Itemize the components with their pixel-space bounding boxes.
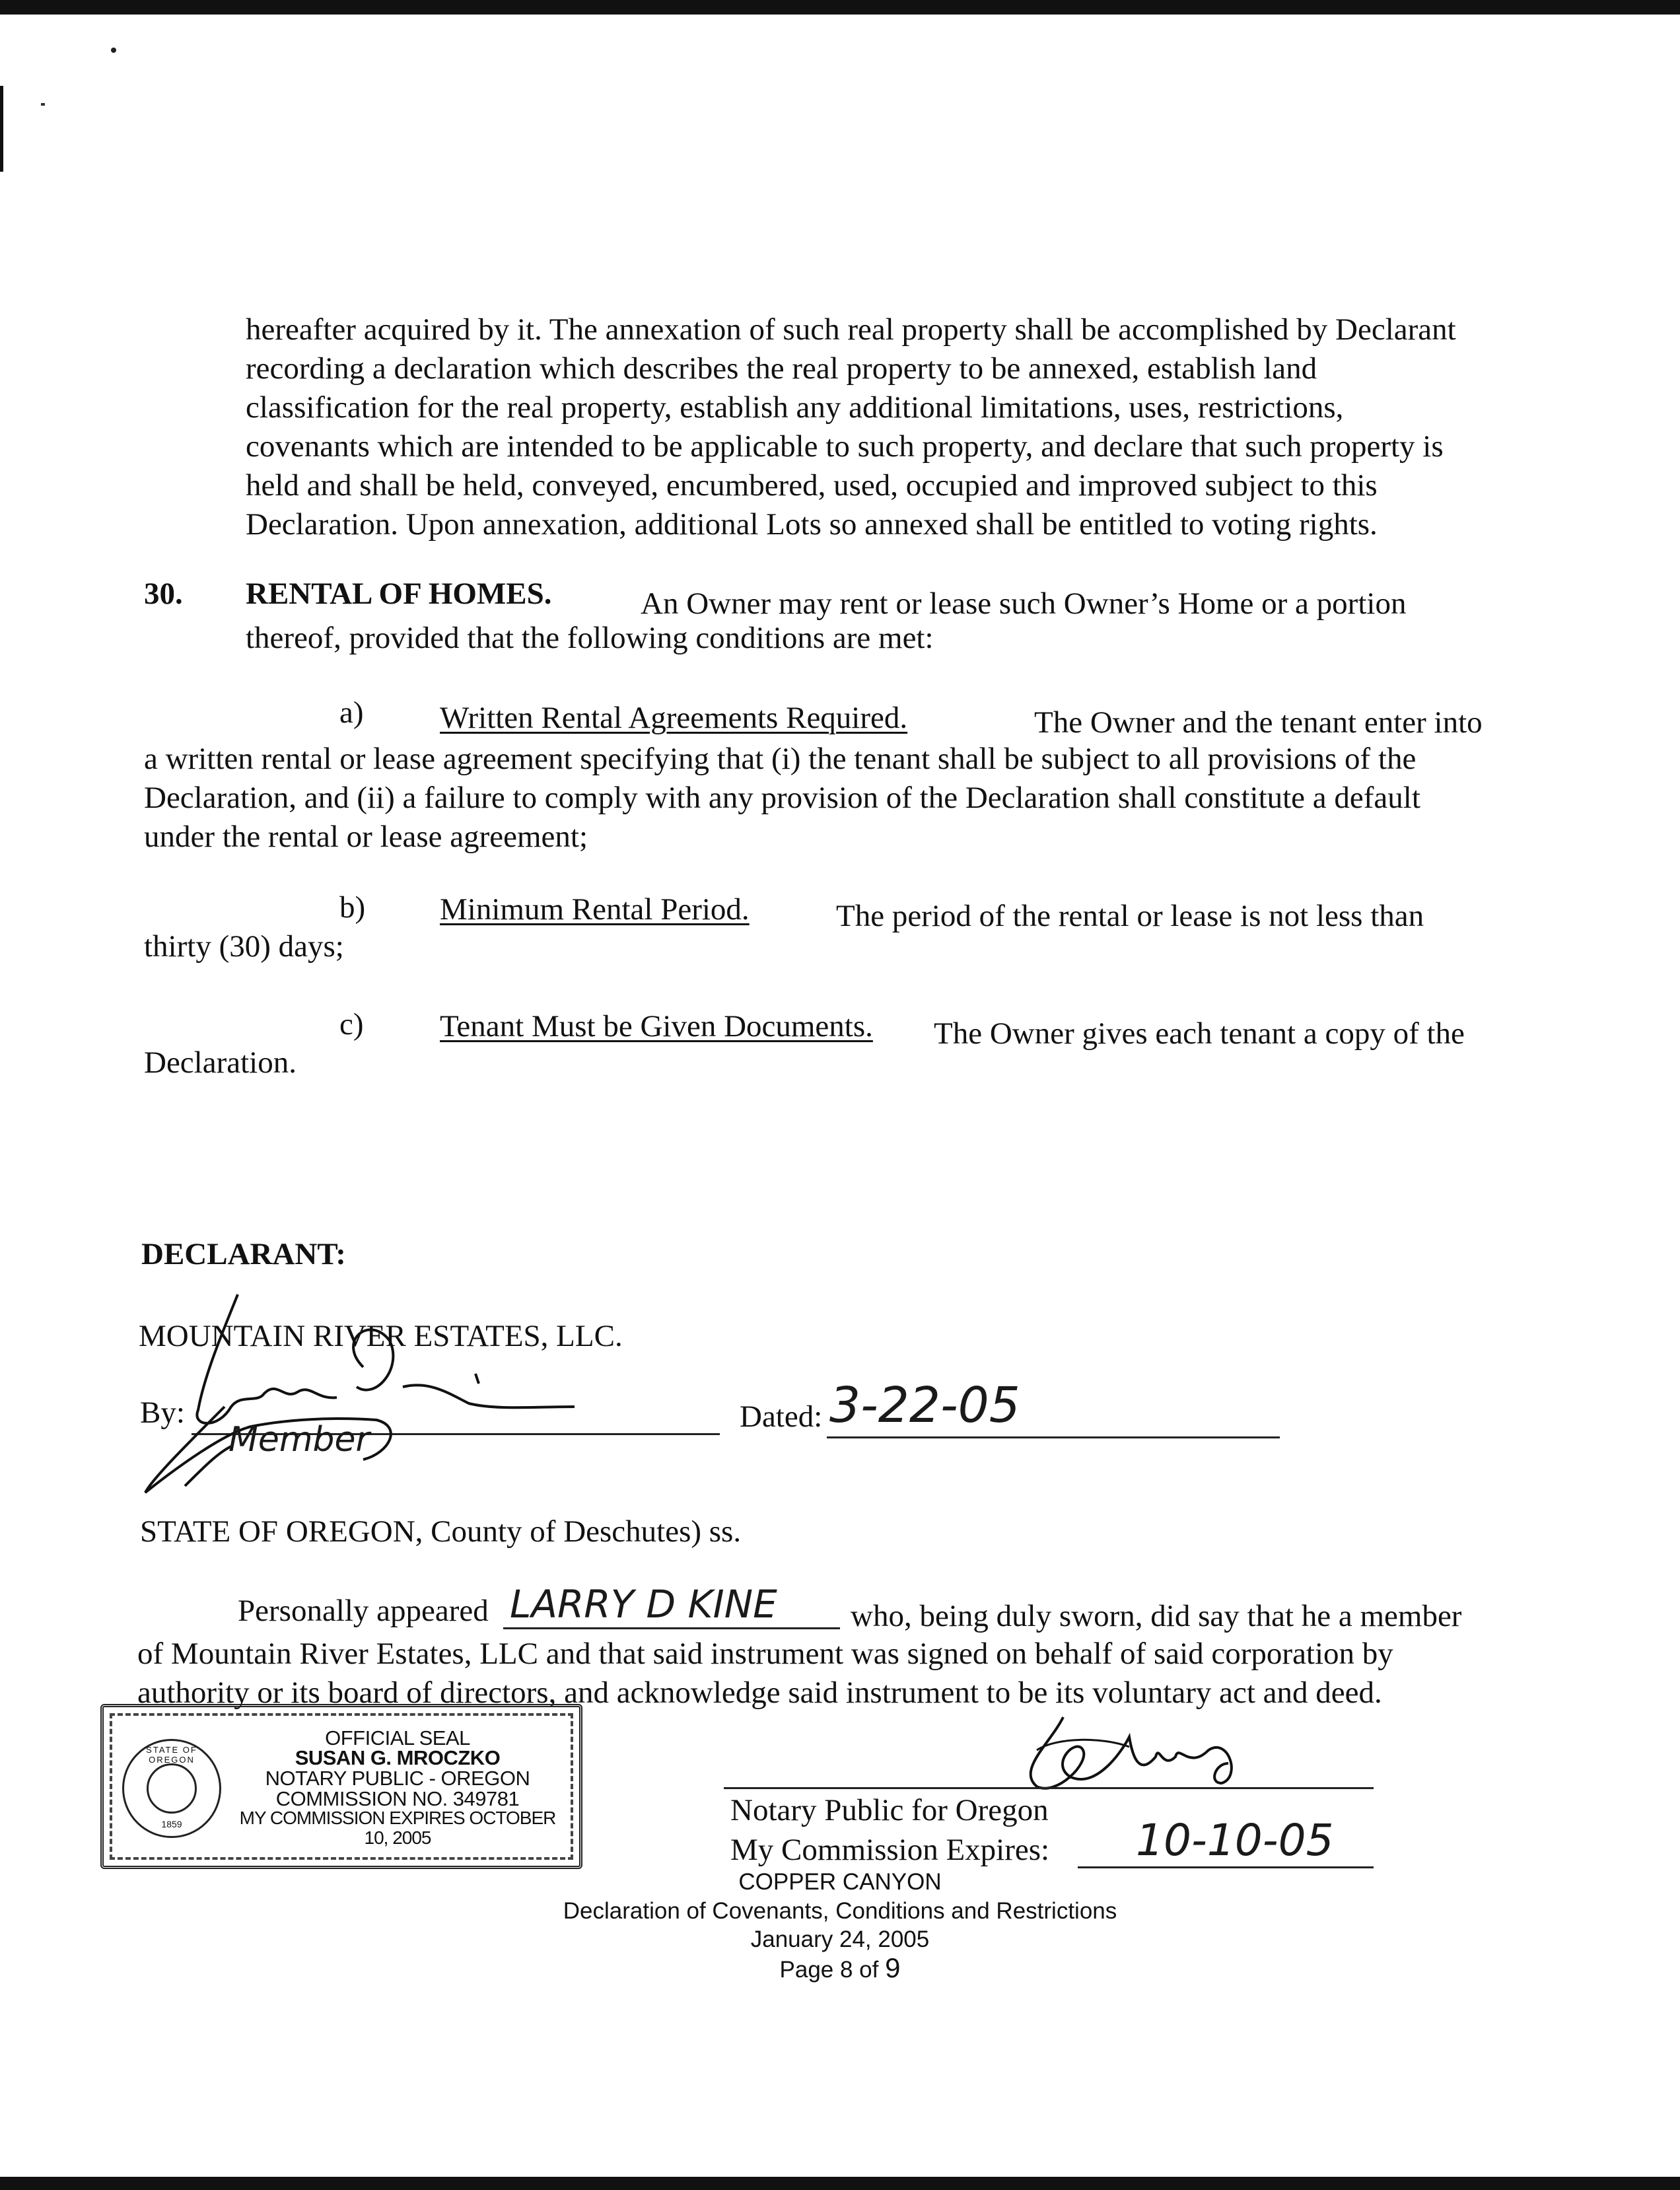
condition-line: thirty (30) days; bbox=[144, 929, 344, 964]
scan-top-edge bbox=[0, 0, 1680, 15]
condition-letter: b) bbox=[339, 890, 366, 925]
footer-date: January 24, 2005 bbox=[750, 1926, 930, 1952]
footer-document-title: Declaration of Covenants, Conditions and Restrictions bbox=[563, 1898, 1117, 1924]
condition-title: Written Rental Agreements Required. bbox=[440, 701, 908, 735]
scan-bottom-edge bbox=[0, 2177, 1680, 2190]
seal-official: OFFICIAL SEAL bbox=[325, 1726, 470, 1749]
state-seal-emblem bbox=[122, 1739, 221, 1838]
paragraph-line: hereafter acquired by it. The annexation of such real property shall be accomplished by Declarant bbox=[246, 312, 1456, 347]
appeared-suffix: who, being duly sworn, did say that he a member bbox=[851, 1599, 1462, 1633]
appeared-name-line bbox=[503, 1627, 840, 1629]
seal-notary-public: NOTARY PUBLIC - OREGON bbox=[265, 1767, 530, 1790]
footer-project: COPPER CANYON bbox=[738, 1869, 942, 1895]
declarant-label: DECLARANT: bbox=[141, 1237, 346, 1271]
expires-label: My Commission Expires: bbox=[730, 1833, 1050, 1867]
footer-page bbox=[0, 1954, 1680, 1984]
section-intro: thereof, provided that the following conditions are met: bbox=[246, 621, 934, 655]
condition-body bbox=[144, 740, 1420, 857]
condition-title: Minimum Rental Period. bbox=[440, 892, 750, 927]
condition-text: The Owner gives each tenant a copy of the bbox=[934, 1016, 1465, 1051]
condition-line: a written rental or lease agreement specifying that (i) the tenant shall be subject to all provisions of the bbox=[144, 742, 1417, 776]
section-number: 30. bbox=[144, 577, 183, 611]
state-seal-emblem-center bbox=[147, 1763, 197, 1814]
condition-letter: c) bbox=[339, 1007, 364, 1042]
scan-left-mark bbox=[0, 86, 3, 172]
notary-title: Notary Public for Oregon bbox=[730, 1793, 1049, 1827]
section-intro: An Owner may rent or lease such Owner’s Home or a portion bbox=[641, 586, 1407, 621]
appeared-name-handwritten: LARRY D KINE bbox=[510, 1582, 777, 1627]
condition-title: Tenant Must be Given Documents. bbox=[440, 1009, 873, 1043]
paragraph-line: classification for the real property, establish any additional limitations, uses, restrictions, bbox=[246, 390, 1344, 425]
scan-speck bbox=[41, 103, 45, 106]
handwritten-date: 3-22-05 bbox=[829, 1377, 1020, 1434]
appeared-prefix: Personally appeared bbox=[238, 1594, 489, 1628]
condition-letter: a) bbox=[339, 695, 364, 730]
company-name: MOUNTAIN RIVER ESTATES, LLC. bbox=[139, 1319, 623, 1353]
section-heading: RENTAL OF HOMES. bbox=[246, 577, 552, 611]
by-label: By: bbox=[140, 1395, 185, 1430]
condition-text: The period of the rental or lease is not less than bbox=[836, 899, 1424, 933]
notary-signature-line bbox=[724, 1787, 1374, 1789]
scan-speck bbox=[111, 48, 116, 53]
condition-line: Declaration, and (ii) a failure to comply with any provision of the Declaration shall constitute a default bbox=[144, 781, 1420, 815]
notary-signature bbox=[997, 1711, 1275, 1796]
dated-label: Dated: bbox=[740, 1399, 823, 1434]
seal-notary-name: SUSAN G. MROCZKO bbox=[295, 1746, 501, 1769]
notary-venue: STATE OF OREGON, County of Deschutes) ss. bbox=[140, 1514, 742, 1549]
seal-commission-number: COMMISSION NO. 349781 bbox=[275, 1787, 520, 1810]
notary-seal-stamp bbox=[100, 1704, 582, 1869]
emblem-year: 1859 bbox=[161, 1819, 182, 1829]
notary-text-line: of Mountain River Estates, LLC and that said instrument was signed on behalf of said corporation by bbox=[137, 1637, 1393, 1671]
paragraph-line: Declaration. Upon annexation, additional Lots so annexed shall be entitled to voting rights. bbox=[246, 507, 1378, 542]
condition-line: under the rental or lease agreement; bbox=[144, 820, 588, 854]
emblem-text: STATE OF OREGON bbox=[146, 1745, 197, 1765]
paragraph-line: held and shall be held, conveyed, encumbered, used, occupied and improved subject to this bbox=[246, 468, 1378, 503]
handwritten-expiration: 10-10-05 bbox=[1136, 1815, 1334, 1866]
condition-text: The Owner and the tenant enter into bbox=[1034, 705, 1483, 740]
declarant-signature bbox=[125, 1268, 601, 1512]
notary-text-line: authority or its board of directors, and acknowledge said instrument to be its voluntary act and deed. bbox=[137, 1676, 1382, 1710]
condition-line: Declaration. bbox=[144, 1045, 297, 1080]
date-line bbox=[827, 1436, 1280, 1438]
page-number: Page 8 of bbox=[779, 1957, 879, 1983]
paragraph-line: covenants which are intended to be applicable to such property, and declare that such property is bbox=[246, 429, 1444, 464]
paragraph-line: recording a declaration which describes the real property to be annexed, establish land bbox=[246, 351, 1317, 386]
seal-commission-expires: MY COMMISSION EXPIRES OCTOBER 10, 2005 bbox=[239, 1808, 556, 1848]
continuation-paragraph bbox=[246, 310, 1456, 544]
handwritten-title: Member bbox=[228, 1420, 370, 1460]
page-total: 9 bbox=[885, 1952, 901, 1983]
